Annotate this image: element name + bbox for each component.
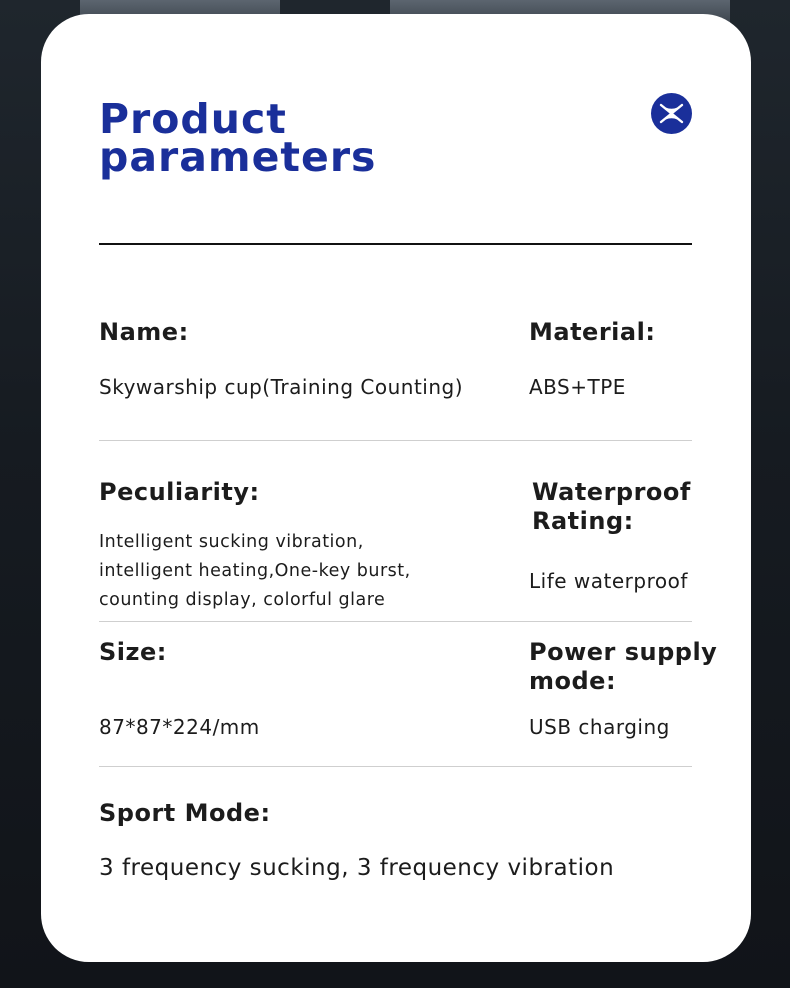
material-value: ABS+TPE (529, 375, 626, 399)
waterproof-value: Life waterproof (529, 569, 688, 593)
row-divider-2 (99, 621, 692, 622)
peculiarity-line-2: intelligent heating,One-key burst, (99, 561, 411, 581)
name-value: Skywarship cup(Training Counting) (99, 375, 464, 399)
sport-mode-value: 3 frequency sucking, 3 frequency vibration (99, 855, 615, 881)
title-line-1: Product (99, 95, 287, 143)
sport-mode-label: Sport Mode: (99, 799, 271, 827)
page-title (99, 95, 377, 181)
power-supply-label (529, 638, 717, 696)
row-divider-3 (99, 766, 692, 767)
waterproof-label-line-1: Waterproof (532, 478, 691, 506)
product-parameters-card (41, 14, 751, 962)
size-value: 87*87*224/mm (99, 715, 260, 739)
x-logo-icon (651, 93, 692, 134)
waterproof-label-line-2: Rating: (532, 507, 634, 535)
material-label: Material: (529, 318, 656, 346)
power-supply-value: USB charging (529, 715, 670, 739)
name-label: Name: (99, 318, 189, 346)
power-supply-label-line-1: Power supply (529, 638, 718, 666)
power-supply-label-line-2: mode: (529, 667, 617, 695)
row-divider-1 (99, 440, 692, 441)
size-label: Size: (99, 638, 167, 666)
peculiarity-value (99, 528, 439, 615)
header-divider (99, 243, 692, 245)
waterproof-label (532, 478, 691, 536)
peculiarity-label: Peculiarity: (99, 478, 260, 506)
peculiarity-line-1: Intelligent sucking vibration, (99, 532, 364, 552)
title-line-2: parameters (99, 133, 377, 181)
peculiarity-line-3: counting display, colorful glare (99, 590, 386, 610)
